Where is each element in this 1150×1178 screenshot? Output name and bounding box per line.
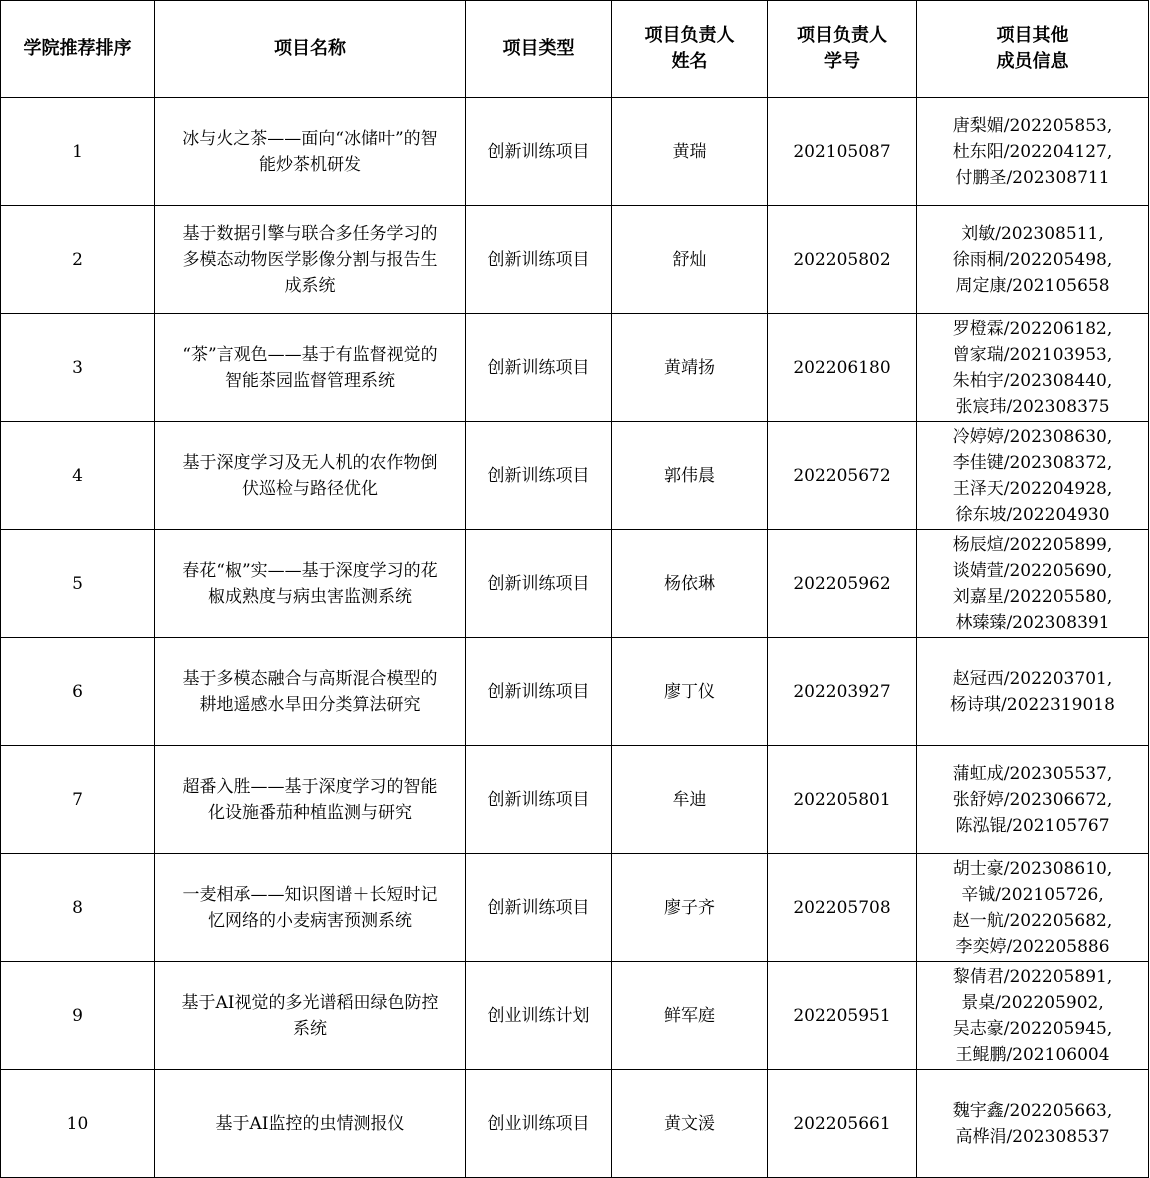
leader-id-value: 202205962 bbox=[793, 573, 891, 594]
table-row bbox=[1, 422, 1149, 530]
rank-value: 8 bbox=[72, 897, 83, 918]
member-line: 王泽天/202204928, bbox=[952, 478, 1113, 499]
project-type-value: 创业训练项目 bbox=[487, 1113, 590, 1134]
member-line: 高桦涓/202308537 bbox=[955, 1126, 1110, 1147]
members-cell bbox=[917, 854, 1149, 962]
member-line: 杜东阳/202204127, bbox=[952, 141, 1113, 162]
leader-name-value: 黄文湲 bbox=[664, 1113, 715, 1134]
project-name-line: 忆网络的小麦病害预测系统 bbox=[208, 910, 412, 931]
header-project-type bbox=[466, 1, 612, 98]
project-name-line: 多模态动物医学影像分割与报告生 bbox=[182, 249, 438, 270]
leader-name-value: 黄瑞 bbox=[672, 141, 707, 162]
member-line: 唐梨媚/202205853, bbox=[952, 115, 1113, 136]
leader-name-cell bbox=[612, 854, 768, 962]
member-line: 胡士豪/202308610, bbox=[952, 858, 1113, 879]
rank-value: 5 bbox=[72, 573, 83, 594]
project-name-line: 耕地遥感水旱田分类算法研究 bbox=[199, 694, 421, 715]
leader-id-cell bbox=[768, 530, 917, 638]
project-name-line: 春花“椒”实——基于深度学习的花 bbox=[182, 560, 438, 581]
member-line: 周定康/202105658 bbox=[955, 275, 1110, 296]
leader-name-cell bbox=[612, 530, 768, 638]
member-line: 蒲虹成/202305537, bbox=[952, 763, 1113, 784]
leader-name-cell bbox=[612, 98, 768, 206]
leader-id-value: 202205661 bbox=[793, 1113, 891, 1134]
leader-name-value: 廖丁仪 bbox=[664, 681, 715, 702]
header-project-name-label: 项目名称 bbox=[274, 38, 346, 59]
member-line: 李奕婷/202205886 bbox=[955, 936, 1110, 957]
rank-value: 2 bbox=[72, 249, 83, 270]
rank-cell bbox=[1, 314, 155, 422]
member-line: 付鹏圣/202308711 bbox=[955, 167, 1110, 188]
member-line: 罗橙霖/202206182, bbox=[952, 318, 1113, 339]
leader-id-value: 202205672 bbox=[793, 465, 891, 486]
leader-id-value: 202105087 bbox=[793, 141, 891, 162]
project-name-cell bbox=[155, 638, 466, 746]
project-type-value: 创新训练项目 bbox=[487, 789, 590, 810]
project-name-cell bbox=[155, 314, 466, 422]
header-leader-name-line2: 姓名 bbox=[671, 51, 708, 72]
project-type-value: 创新训练项目 bbox=[487, 573, 590, 594]
project-type-value: 创业训练计划 bbox=[487, 1005, 590, 1026]
project-name-line: 超番入胜——基于深度学习的智能 bbox=[182, 776, 438, 797]
leader-name-cell bbox=[612, 638, 768, 746]
member-line: 林臻臻/202308391 bbox=[955, 612, 1110, 633]
table-row bbox=[1, 206, 1149, 314]
header-members-line1: 项目其他 bbox=[996, 25, 1069, 46]
leader-name-cell bbox=[612, 962, 768, 1070]
project-name-line: 系统 bbox=[293, 1018, 327, 1039]
rank-value: 7 bbox=[72, 789, 83, 810]
members-cell bbox=[917, 638, 1149, 746]
project-name-line: 基于深度学习及无人机的农作物倒 bbox=[182, 452, 438, 473]
project-type-value: 创新训练项目 bbox=[487, 357, 590, 378]
leader-name-value: 鲜军庭 bbox=[664, 1005, 715, 1026]
project-name-line: 椒成熟度与病虫害监测系统 bbox=[208, 586, 412, 607]
project-type-cell bbox=[466, 530, 612, 638]
member-line: 谈婧萱/202205690, bbox=[952, 560, 1113, 581]
header-project-name bbox=[155, 1, 466, 98]
member-line: 朱柏宇/202308440, bbox=[952, 370, 1113, 391]
member-line: 冷婷婷/202308630, bbox=[952, 426, 1113, 447]
leader-id-cell bbox=[768, 98, 917, 206]
table-row bbox=[1, 314, 1149, 422]
leader-id-value: 202206180 bbox=[793, 357, 891, 378]
member-line: 魏宇鑫/202205663, bbox=[952, 1100, 1113, 1121]
leader-id-cell bbox=[768, 638, 917, 746]
leader-id-cell bbox=[768, 422, 917, 530]
project-type-cell bbox=[466, 98, 612, 206]
project-name-line: 成系统 bbox=[284, 275, 336, 296]
project-name-cell bbox=[155, 854, 466, 962]
members-cell bbox=[917, 206, 1149, 314]
table-row bbox=[1, 638, 1149, 746]
leader-name-cell bbox=[612, 206, 768, 314]
rank-value: 9 bbox=[72, 1005, 83, 1026]
rank-cell bbox=[1, 98, 155, 206]
member-line: 徐东坡/202204930 bbox=[955, 504, 1110, 525]
project-name-line: 基于数据引擎与联合多任务学习的 bbox=[182, 223, 438, 244]
leader-id-cell bbox=[768, 746, 917, 854]
project-name-cell bbox=[155, 530, 466, 638]
rank-value: 1 bbox=[72, 141, 83, 162]
leader-name-value: 舒灿 bbox=[672, 249, 707, 270]
project-name-cell bbox=[155, 962, 466, 1070]
member-line: 张宸玮/202308375 bbox=[955, 396, 1110, 417]
project-name-cell bbox=[155, 98, 466, 206]
member-line: 陈泓锟/202105767 bbox=[955, 815, 1110, 836]
leader-id-value: 202205708 bbox=[793, 897, 891, 918]
member-line: 杨辰煊/202205899, bbox=[952, 534, 1113, 555]
leader-id-cell bbox=[768, 1070, 917, 1178]
project-name-cell bbox=[155, 206, 466, 314]
leader-id-cell bbox=[768, 962, 917, 1070]
project-type-cell bbox=[466, 962, 612, 1070]
project-type-cell bbox=[466, 854, 612, 962]
member-line: 赵一航/202205682, bbox=[952, 910, 1113, 931]
project-name-line: 化设施番茄种植监测与研究 bbox=[208, 802, 412, 823]
project-type-cell bbox=[466, 314, 612, 422]
rank-value: 3 bbox=[72, 357, 83, 378]
rank-cell bbox=[1, 962, 155, 1070]
leader-id-value: 202203927 bbox=[793, 681, 891, 702]
project-type-cell bbox=[466, 422, 612, 530]
leader-id-cell bbox=[768, 206, 917, 314]
members-cell bbox=[917, 1070, 1149, 1178]
members-cell bbox=[917, 314, 1149, 422]
project-type-cell bbox=[466, 1070, 612, 1178]
table-row bbox=[1, 1070, 1149, 1178]
leader-name-value: 黄靖扬 bbox=[664, 357, 715, 378]
project-type-cell bbox=[466, 206, 612, 314]
rank-cell bbox=[1, 854, 155, 962]
rank-value: 6 bbox=[72, 681, 83, 702]
leader-name-cell bbox=[612, 1070, 768, 1178]
project-type-value: 创新训练项目 bbox=[487, 465, 590, 486]
rank-cell bbox=[1, 206, 155, 314]
leader-name-value: 郭伟晨 bbox=[664, 465, 715, 486]
member-line: 刘敏/202308511, bbox=[961, 223, 1104, 244]
member-line: 吴志豪/202205945, bbox=[952, 1018, 1113, 1039]
members-cell bbox=[917, 530, 1149, 638]
member-line: 黎倩君/202205891, bbox=[952, 966, 1113, 987]
members-cell bbox=[917, 746, 1149, 854]
leader-id-cell bbox=[768, 854, 917, 962]
leader-name-cell bbox=[612, 422, 768, 530]
header-leader-id-line2: 学号 bbox=[824, 51, 860, 72]
header-rank bbox=[1, 1, 155, 98]
member-line: 杨诗琪/2022319018 bbox=[950, 694, 1115, 715]
member-line: 李佳键/202308372, bbox=[952, 452, 1113, 473]
rank-cell bbox=[1, 746, 155, 854]
header-leader-name bbox=[612, 1, 768, 98]
project-name-line: “茶”言观色——基于有监督视觉的 bbox=[182, 344, 438, 365]
table-row bbox=[1, 530, 1149, 638]
project-name-cell bbox=[155, 746, 466, 854]
project-name-line: 伏巡检与路径优化 bbox=[242, 478, 378, 499]
table-row bbox=[1, 854, 1149, 962]
rank-value: 10 bbox=[66, 1113, 89, 1134]
leader-id-value: 202205951 bbox=[793, 1005, 891, 1026]
member-line: 曾家瑞/202103953, bbox=[952, 344, 1113, 365]
table-row bbox=[1, 98, 1149, 206]
project-name-line: 能炒茶机研发 bbox=[259, 154, 361, 175]
rank-cell bbox=[1, 530, 155, 638]
leader-name-value: 廖子齐 bbox=[664, 897, 715, 918]
member-line: 赵冠西/202203701, bbox=[952, 668, 1113, 689]
leader-id-value: 202205801 bbox=[793, 789, 891, 810]
member-line: 辛铖/202105726, bbox=[961, 884, 1104, 905]
project-type-value: 创新训练项目 bbox=[487, 681, 590, 702]
leader-name-value: 牟迪 bbox=[672, 789, 707, 810]
leader-name-cell bbox=[612, 746, 768, 854]
project-type-value: 创新训练项目 bbox=[487, 141, 590, 162]
members-cell bbox=[917, 422, 1149, 530]
leader-name-value: 杨依琳 bbox=[664, 573, 715, 594]
project-name-line: 智能茶园监督管理系统 bbox=[225, 370, 395, 391]
project-name-cell bbox=[155, 1070, 466, 1178]
header-leader-id-line1: 项目负责人 bbox=[797, 25, 887, 46]
members-cell bbox=[917, 98, 1149, 206]
member-line: 刘嘉星/202205580, bbox=[952, 586, 1113, 607]
table-row bbox=[1, 746, 1149, 854]
header-leader-name-line1: 项目负责人 bbox=[644, 25, 735, 46]
project-name-cell bbox=[155, 422, 466, 530]
table-row bbox=[1, 962, 1149, 1070]
member-line: 王鲲鹏/202106004 bbox=[955, 1044, 1110, 1065]
header-members bbox=[917, 1, 1149, 98]
member-line: 徐雨桐/202205498, bbox=[952, 249, 1113, 270]
header-row bbox=[1, 1, 1149, 98]
header-rank-label: 学院推荐排序 bbox=[23, 38, 132, 59]
members-cell bbox=[917, 962, 1149, 1070]
project-type-cell bbox=[466, 746, 612, 854]
project-type-value: 创新训练项目 bbox=[487, 897, 590, 918]
project-type-cell bbox=[466, 638, 612, 746]
project-name-line: 基于AI监控的虫情测报仪 bbox=[215, 1113, 405, 1134]
rank-cell bbox=[1, 638, 155, 746]
project-name-line: 基于多模态融合与高斯混合模型的 bbox=[182, 668, 438, 689]
leader-id-value: 202205802 bbox=[793, 249, 891, 270]
rank-value: 4 bbox=[72, 465, 83, 486]
rank-cell bbox=[1, 422, 155, 530]
header-members-line2: 成员信息 bbox=[996, 51, 1069, 72]
header-leader-id bbox=[768, 1, 917, 98]
project-type-value: 创新训练项目 bbox=[487, 249, 590, 270]
leader-name-cell bbox=[612, 314, 768, 422]
rank-cell bbox=[1, 1070, 155, 1178]
project-name-line: 基于AI视觉的多光谱稻田绿色防控 bbox=[181, 992, 439, 1013]
leader-id-cell bbox=[768, 314, 917, 422]
project-name-line: 一麦相承——知识图谱＋长短时记 bbox=[182, 884, 438, 905]
project-name-line: 冰与火之茶——面向“冰储叶”的智 bbox=[182, 128, 438, 149]
member-line: 张舒婷/202306672, bbox=[952, 789, 1113, 810]
header-project-type-label: 项目类型 bbox=[502, 38, 575, 59]
member-line: 景桌/202205902, bbox=[961, 992, 1104, 1013]
